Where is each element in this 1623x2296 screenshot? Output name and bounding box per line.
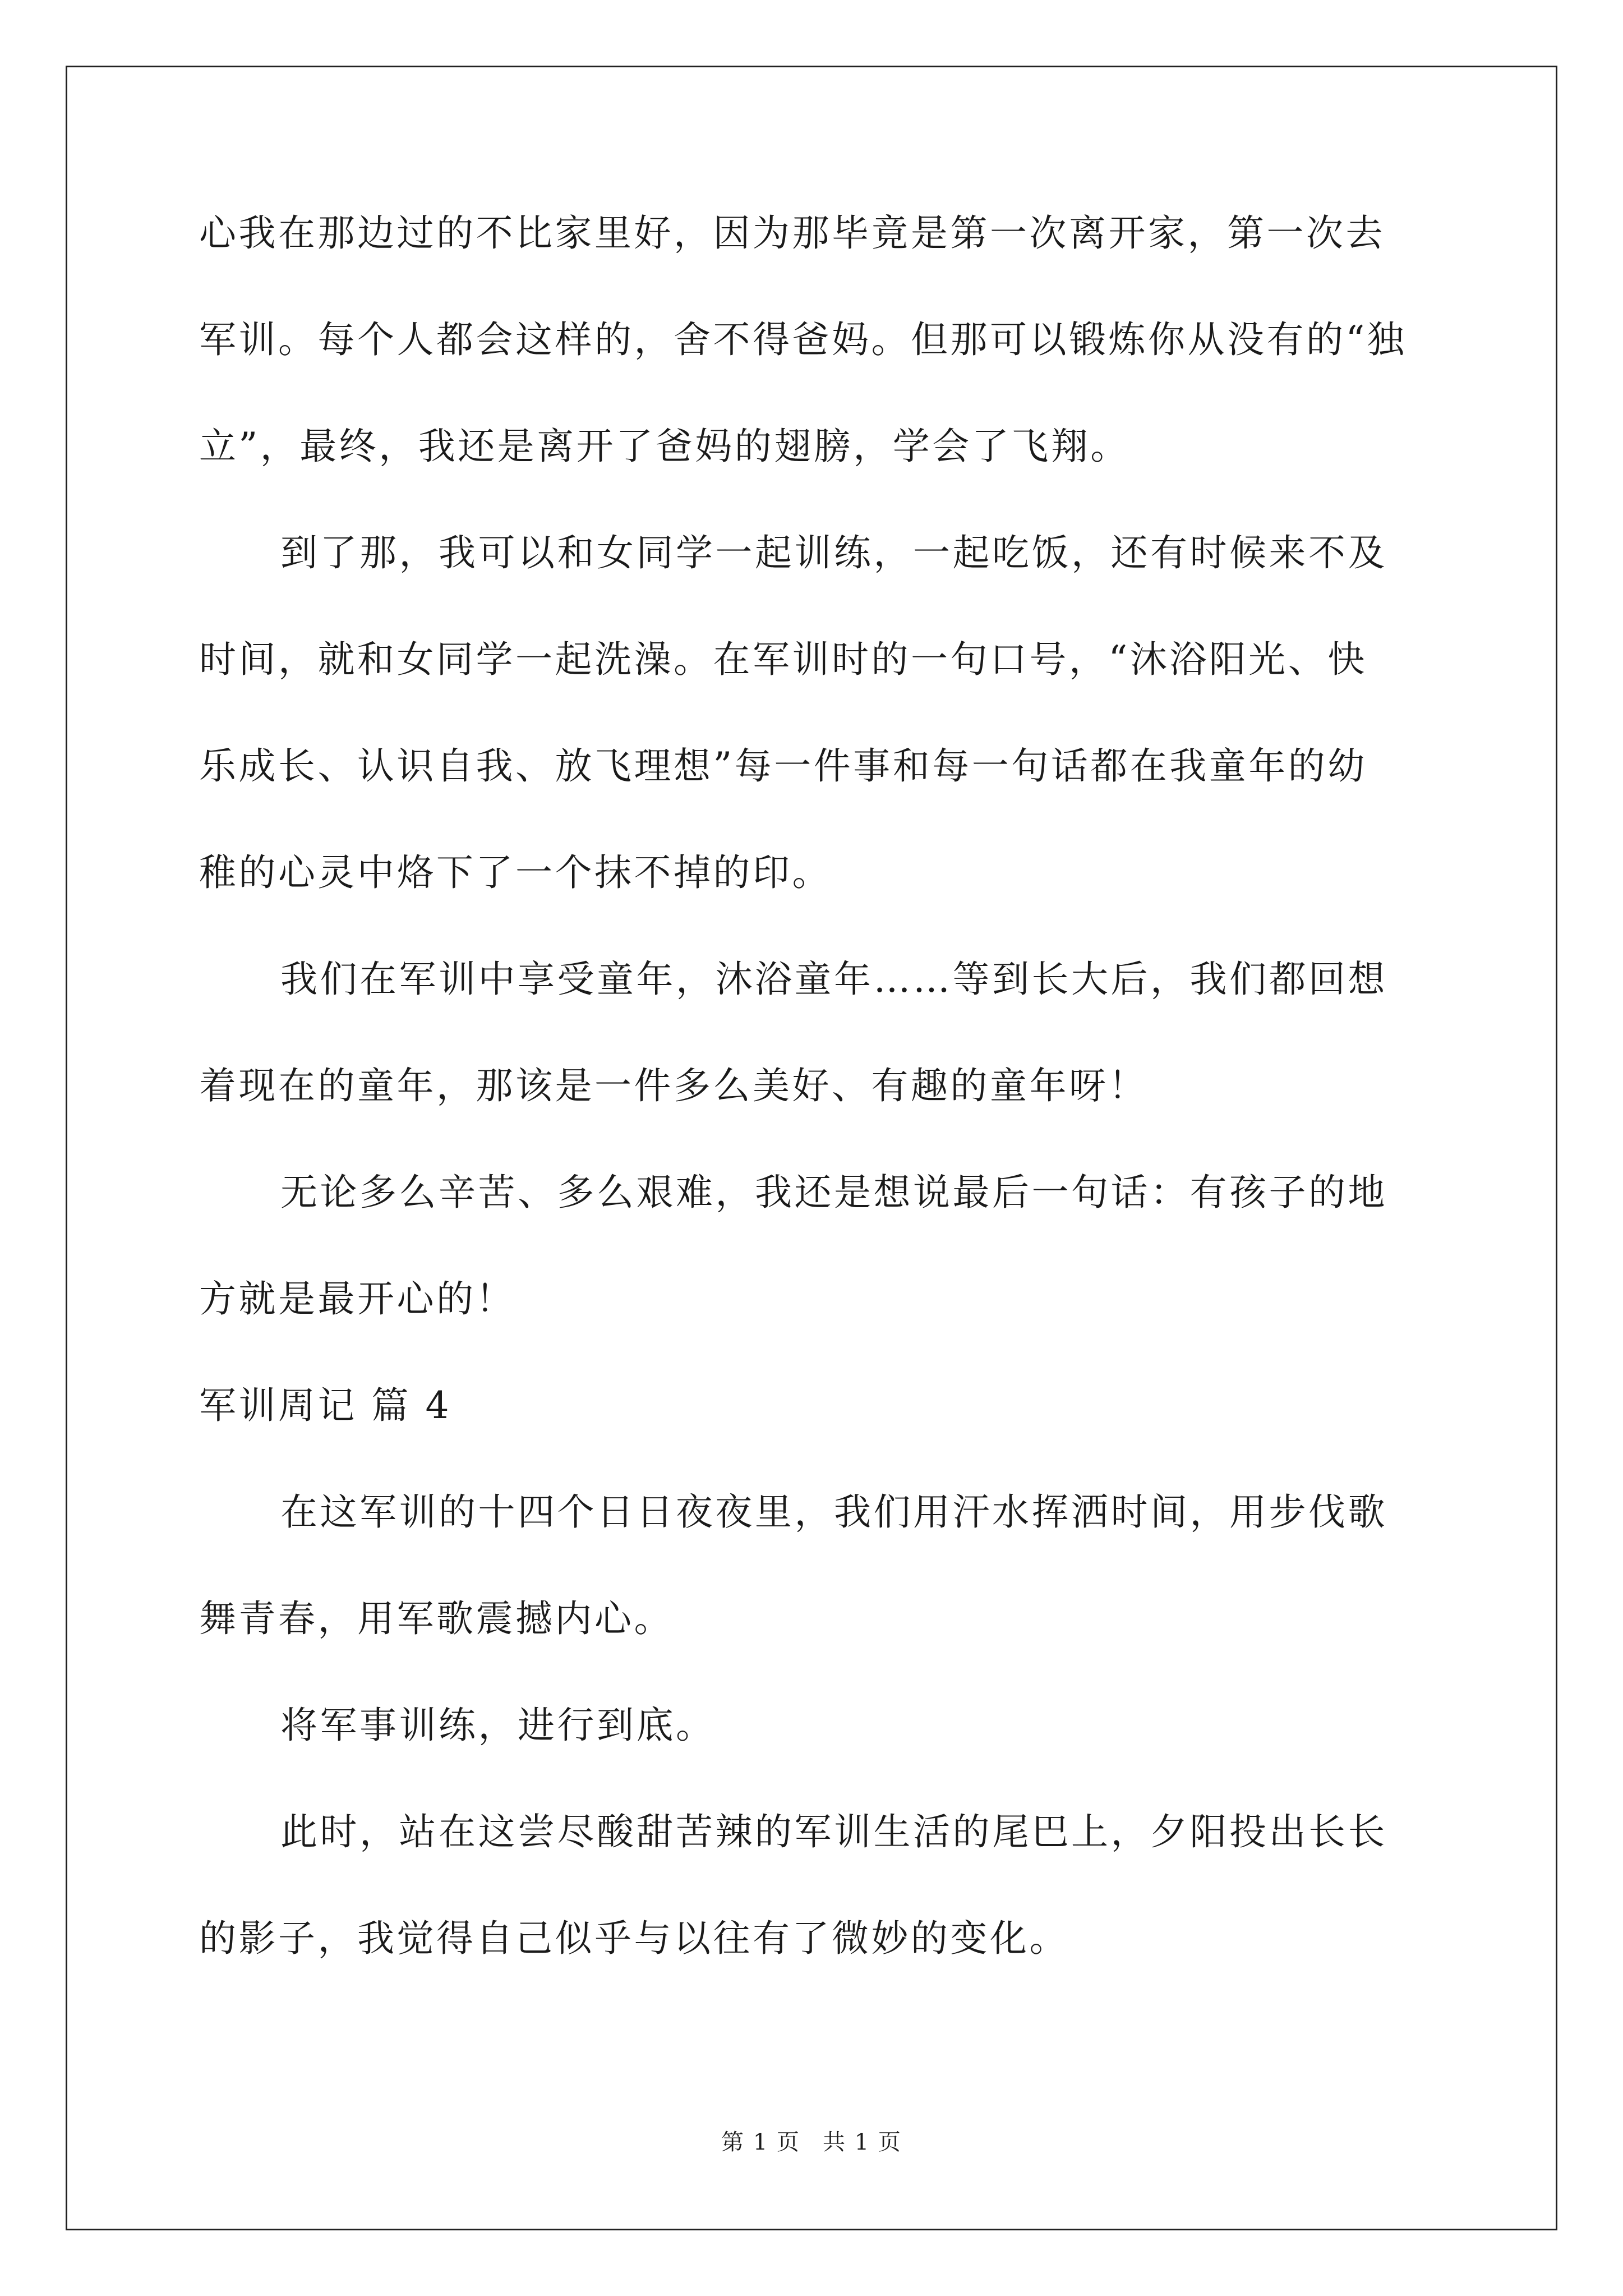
- page-number: 第 1 页: [721, 2129, 800, 2155]
- text-line: 稚的心灵中烙下了一个抹不掉的印。: [199, 851, 832, 894]
- text-line: 的影子，我觉得自己似乎与以往有了微妙的变化。: [199, 1917, 1069, 1960]
- text-line: 舞青春，用军歌震撼内心。: [199, 1597, 674, 1640]
- paragraph-start-line: 将军事训练，进行到底。: [280, 1704, 716, 1747]
- text-line: 乐成长、认识自我、放飞理想”每一件事和每一句话都在我童年的幼: [199, 744, 1367, 788]
- paragraph-start-line: 我们在军训中享受童年，沐浴童年……等到长大后，我们都回想: [280, 958, 1387, 1001]
- page-total: 共 1 页: [823, 2129, 902, 2155]
- page-footer: [0, 2129, 1623, 2156]
- paragraph-start-line: 在这军训的十四个日日夜夜里，我们用汗水挥洒时间，用步伐歌: [280, 1490, 1387, 1534]
- paragraph-start-line: 到了那，我可以和女同学一起训练，一起吃饭，还有时候来不及: [280, 531, 1387, 574]
- document-body: [199, 209, 1433, 1963]
- text-line: 方就是最开心的！: [199, 1277, 515, 1320]
- text-line: 时间，就和女同学一起洗澡。在军训时的一句口号，“沐浴阳光、快: [199, 638, 1367, 681]
- paragraph-start-line: 无论多么辛苦、多么艰难，我还是想说最后一句话：有孩子的地: [280, 1171, 1387, 1214]
- text-line: 立”，最终，我还是离开了爸妈的翅膀，学会了飞翔。: [199, 425, 1130, 468]
- paragraph-start-line: 此时，站在这尝尽酸甜苦辣的军训生活的尾巴上，夕阳投出长长: [280, 1810, 1387, 1853]
- text-line: 心我在那边过的不比家里好，因为那毕竟是第一次离开家，第一次去: [199, 211, 1385, 255]
- text-line: 军训。每个人都会这样的，舍不得爸妈。但那可以锻炼你从没有的“独: [199, 318, 1407, 361]
- text-line: 着现在的童年，那该是一件多么美好、有趣的童年呀！: [199, 1064, 1148, 1107]
- section-heading: 军训周记 篇 4: [199, 1384, 451, 1427]
